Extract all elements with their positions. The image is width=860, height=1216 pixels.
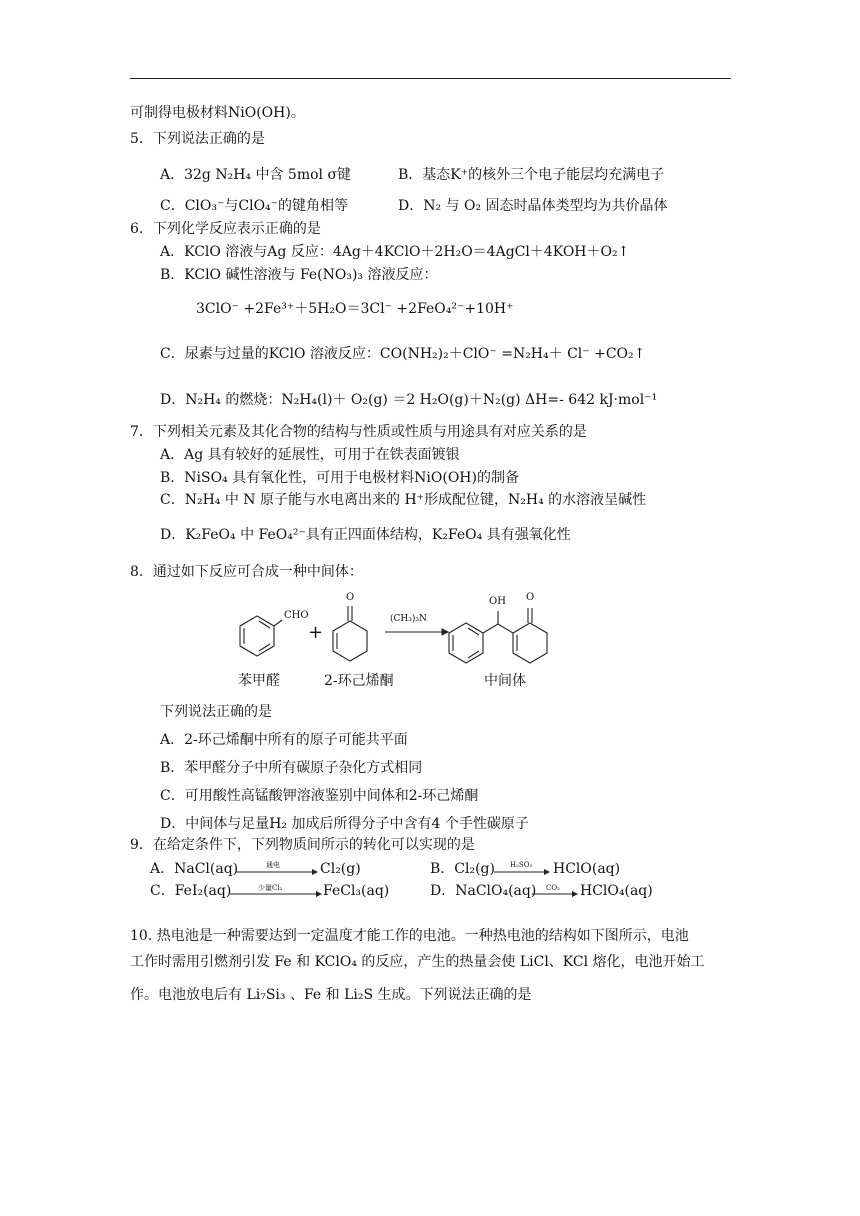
reagent-label: (CH₃)₃N — [390, 614, 427, 624]
q9-option-b-left: B．Cl₂(g) — [430, 861, 495, 877]
name-intermediate: 中间体 — [484, 673, 526, 689]
q9-option-d-condition: CO₂ — [546, 884, 560, 892]
oh-label: OH — [489, 596, 506, 607]
reaction-scheme — [230, 592, 730, 676]
q9-option-d-arrow — [532, 890, 578, 898]
q8-option-b: B．苯甲醛分子中所有碳原子杂化方式相同 — [160, 760, 423, 776]
q6-option-a: A．KClO 溶液与Ag 反应：4Ag＋4KClO＋2H₂O＝4AgCl＋4KOH＋O₂↑ — [160, 244, 630, 260]
q7-option-c: C．N₂H₄ 中 N 原子能与水电离出来的 H⁺形成配位键，N₂H₄ 的水溶液呈碱性 — [160, 492, 647, 508]
cyclohexenone-structure — [333, 606, 367, 661]
q7-option-a: A．Ag 具有较好的延展性，可用于在铁表面镀银 — [160, 447, 460, 463]
continuation-line: 可制得电极材料NiO(OH)。 — [130, 105, 305, 121]
q9-option-c-left: C．FeI₂(aq) — [150, 883, 232, 899]
q10-line-2: 工作时需用引燃剂引发 Fe 和 KClO₄ 的反应，产生的热量会使 LiCl、KCl 熔化，电池开始工 — [130, 954, 705, 970]
q5-option-b: B．基态K⁺的核外三个电子能层均充满电子 — [398, 167, 665, 183]
q9-option-a-condition: 通电 — [266, 861, 280, 869]
q5-option-a: A．32g N₂H₄ 中含 5mol σ键 — [160, 167, 352, 183]
q9-option-c-right: FeCl₃(aq) — [323, 883, 390, 899]
q7-option-d: D．K₂FeO₄ 中 FeO₄²⁻具有正四面体结构，K₂FeO₄ 具有强氧化性 — [160, 527, 571, 543]
q5-option-d: D．N₂ 与 O₂ 固态时晶体类型均为共价晶体 — [398, 198, 668, 214]
q6-option-b: B．KClO 碱性溶液与 Fe(NO₃)₃ 溶液反应： — [160, 267, 438, 283]
reaction-arrow — [385, 629, 448, 635]
q9-stem: 9．在给定条件下，下列物质间所示的转化可以实现的是 — [130, 837, 475, 853]
q10-line-3: 作。电池放电后有 Li₇Si₃ 、Fe 和 Li₂S 生成。下列说法正确的是 — [130, 987, 532, 1003]
plus-sign: + — [308, 622, 324, 643]
q9-option-a-arrow — [236, 868, 318, 876]
q7-option-b: B．NiSO₄ 具有氧化性，可用于电极材料NiO(OH)的制备 — [160, 470, 519, 486]
q9-option-d-left: D．NaClO₄(aq) — [430, 883, 537, 899]
q5-stem: 5．下列说法正确的是 — [130, 131, 265, 147]
q9-option-b-arrow — [494, 868, 550, 876]
ketone-o-label: O — [346, 592, 355, 603]
q9-option-b-right: HClO(aq) — [553, 861, 621, 877]
q9-option-c-condition: 少量Cl₂ — [258, 884, 283, 892]
q8-stem: 8．通过如下反应可合成一种中间体： — [130, 564, 363, 580]
cho-label: CHO — [284, 610, 309, 621]
q8-option-d: D．中间体与足量H₂ 加成后所得分子中含有4 个手性碳原子 — [160, 816, 529, 832]
name-benzaldehyde: 苯甲醛 — [238, 673, 280, 689]
intermediate-structure — [449, 608, 547, 663]
q5-option-c: C．ClO₃⁻与ClO₄⁻的键角相等 — [160, 198, 349, 214]
benzaldehyde-structure — [240, 616, 282, 656]
reaction-scheme-drawing — [230, 596, 730, 676]
name-cyclohexenone: 2-环己烯酮 — [324, 673, 394, 689]
q10-line-1: 10. 热电池是一种需要达到一定温度才能工作的电池。一种热电池的结构如下图所示，电池 — [130, 928, 689, 944]
q8-option-a: A．2-环己烯酮中所有的原子可能共平面 — [160, 732, 408, 748]
q9-option-d-right: HClO₄(aq) — [580, 883, 653, 899]
q6-stem: 6．下列化学反应表示正确的是 — [130, 221, 321, 237]
header-rule — [130, 78, 731, 79]
q9-option-b-condition: H₂SO₃ — [510, 861, 533, 869]
q8-option-c: C．可用酸性高锰酸钾溶液鉴别中间体和2-环己烯酮 — [160, 788, 479, 804]
q9-option-c-arrow — [230, 890, 322, 898]
q6-option-d: D．N₂H₄ 的燃烧：N₂H₄(l)＋ O₂(g) ＝2 H₂O(g)＋N₂(g) ΔH=- 642 kJ·mol⁻¹ — [160, 392, 658, 408]
product-o-label: O — [526, 592, 535, 603]
q7-stem: 7．下列相关元素及其化合物的结构与性质或性质与用途具有对应关系的是 — [130, 424, 587, 440]
q6-option-c: C．尿素与过量的KClO 溶液反应：CO(NH₂)₂＋ClO⁻ =N₂H₄＋ Cl⁻ +CO₂↑ — [160, 346, 646, 362]
q9-option-a-right: Cl₂(g) — [320, 861, 361, 877]
q9-option-a-left: A．NaCl(aq) — [150, 861, 239, 877]
q6-option-b-equation: 3ClO⁻ +2Fe³⁺＋5H₂O＝3Cl⁻ +2FeO₄²⁻+10H⁺ — [196, 301, 514, 317]
q8-sub-stem: 下列说法正确的是 — [160, 704, 272, 720]
